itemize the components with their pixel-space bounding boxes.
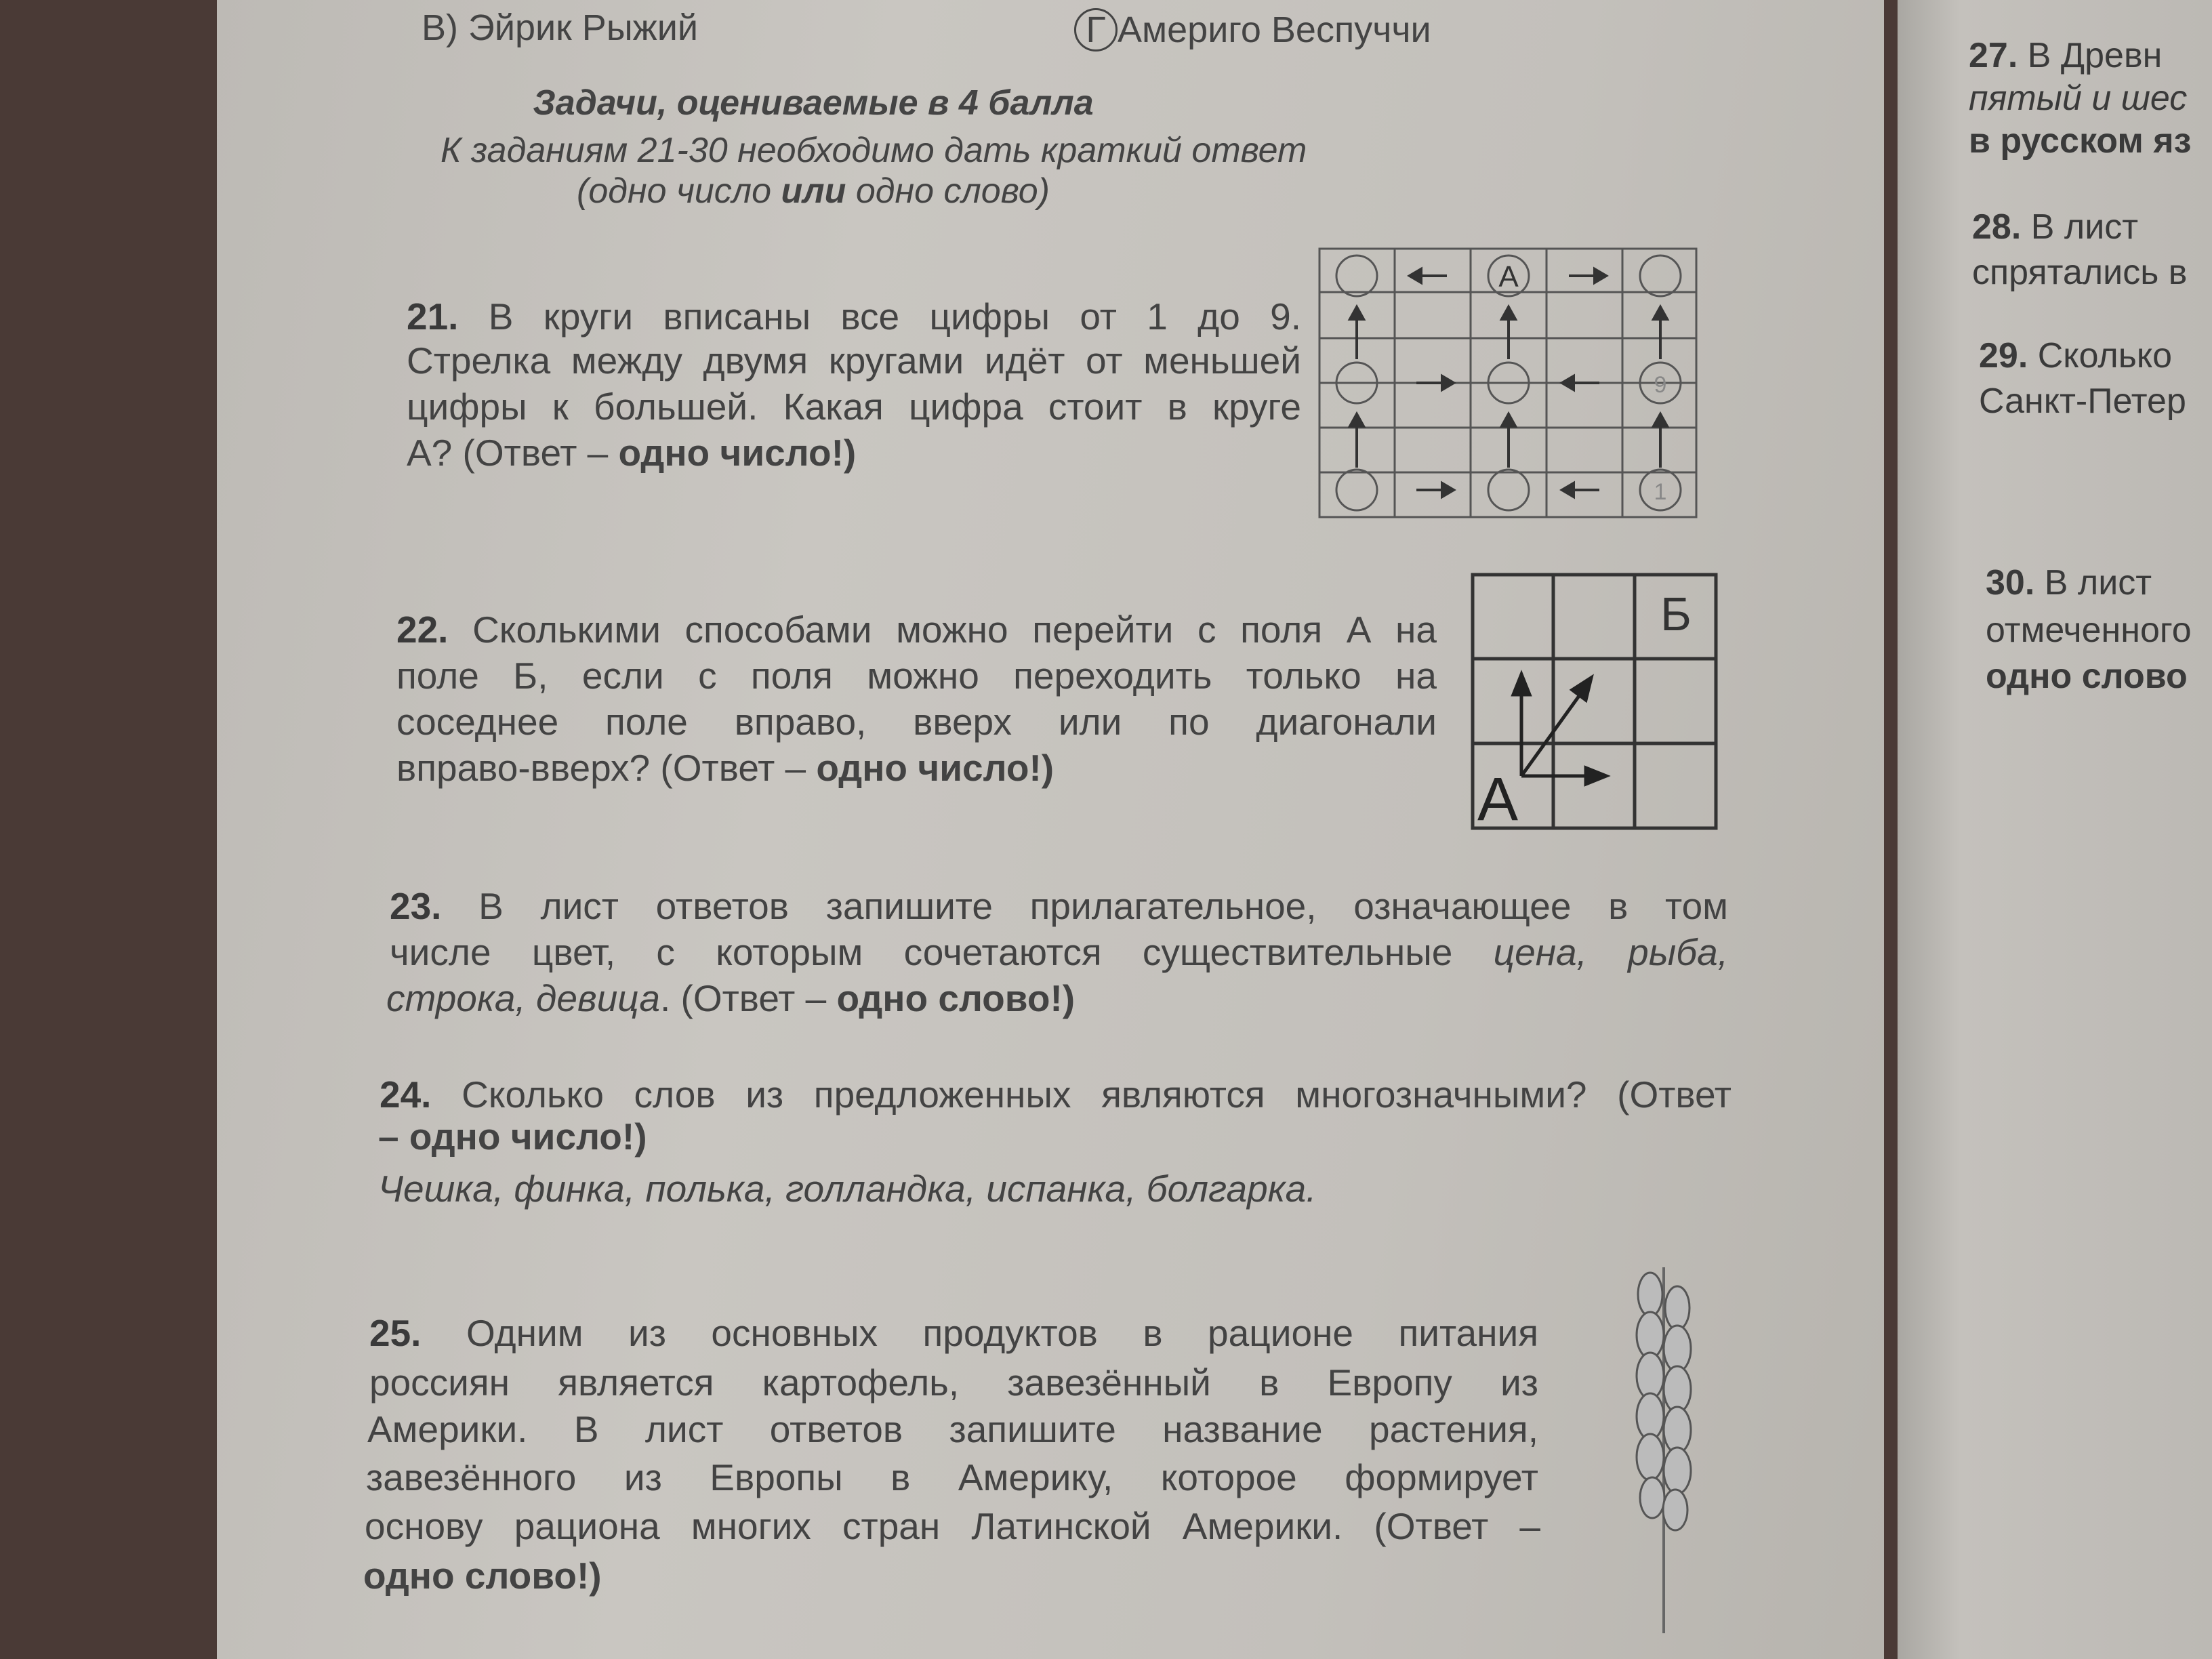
q27-line-1: 27. В Древн	[1969, 36, 2163, 75]
q30-line-2: отмеченного	[1986, 611, 2192, 650]
field-a-label: А	[1477, 766, 1519, 830]
q22-field-grid	[1471, 573, 1718, 830]
q22-line-3: соседнее поле вправо, вверх или по диагонали	[396, 701, 1437, 743]
q25-line-3: Америки. В лист ответов запишите название растения,	[367, 1408, 1538, 1450]
q23-line-2: числе цвет, с которым сочетаются существительные цена, рыба,	[390, 931, 1728, 973]
q22-line-1: 22. Сколькими способами можно перейти с поля А на	[396, 609, 1437, 651]
q23-line-3: строка, девица. (Ответ – одно слово!)	[386, 977, 1076, 1019]
q30-line-1: 30. В лист	[1986, 563, 2152, 602]
q25-line-1: 25. Одним из основных продуктов в рационе питания	[369, 1312, 1538, 1354]
circle-1-label: 1	[1654, 479, 1667, 505]
q22-line-4: вправо-вверх? (Ответ – одно число!)	[396, 747, 1054, 789]
option-g-text: Америго Веспуччи	[1118, 9, 1431, 50]
q30-line-3: одно слово	[1986, 657, 2188, 696]
circle-9-label: 9	[1654, 372, 1667, 398]
q25-line-2: россиян является картофель, завезённый в Европу из	[369, 1361, 1538, 1404]
q21-line-1: 21. В круги вписаны все цифры от 1 до 9.	[407, 295, 1301, 337]
q27-line-3: в русском яз	[1969, 121, 2192, 161]
option-g	[1074, 8, 1431, 52]
q25-line-4: завезённого из Европы в Америку, которое формирует	[366, 1456, 1538, 1498]
q24-words: Чешка, финка, полька, голландка, испанка, болгарка.	[378, 1168, 1317, 1210]
q22-line-2: поле Б, если с поля можно переходить только на	[396, 655, 1437, 697]
section-note: (одно число или одно слово)	[577, 171, 1050, 211]
q23-line-1: 23. В лист ответов запишите прилагательное, означающее в том	[390, 885, 1728, 927]
q21-circle-grid	[1318, 247, 1698, 518]
q21-line-3: цифры к большей. Какая цифра стоит в круге	[407, 386, 1301, 428]
section-subtitle: К заданиям 21-30 необходимо дать краткий ответ	[441, 131, 1307, 170]
q24-line-2: – одно число!)	[378, 1115, 647, 1158]
q25-line-5: основу рациона многих стран Латинской Америки. (Ответ –	[365, 1505, 1540, 1547]
right-page	[1898, 0, 2212, 1659]
q28-line-2: спрятались в	[1972, 253, 2188, 292]
q28-line-1: 28. В лист	[1972, 207, 2139, 247]
field-b-label: Б	[1660, 588, 1692, 640]
q27-line-2: пятый и шес	[1969, 79, 2188, 118]
wheat-ear-illustration	[1620, 1254, 1708, 1633]
q29-line-1: 29. Сколько	[1979, 336, 2173, 375]
section-title: Задачи, оцениваемые в 4 балла	[533, 83, 1094, 123]
circle-a-label: А	[1498, 260, 1519, 293]
q21-line-2: Стрелка между двумя кругами идёт от меньшей	[407, 340, 1301, 382]
option-g-letter: Г	[1074, 8, 1118, 52]
q24-line-1: 24. Сколько слов из предложенных являются многозначными? (Ответ	[380, 1073, 1732, 1115]
q29-line-2: Санкт-Петер	[1979, 382, 2186, 421]
q21-line-4: А? (Ответ – одно число!)	[407, 432, 857, 474]
option-v: В) Эйрик Рыжий	[422, 7, 699, 48]
q25-line-6: одно слово!)	[363, 1555, 602, 1597]
